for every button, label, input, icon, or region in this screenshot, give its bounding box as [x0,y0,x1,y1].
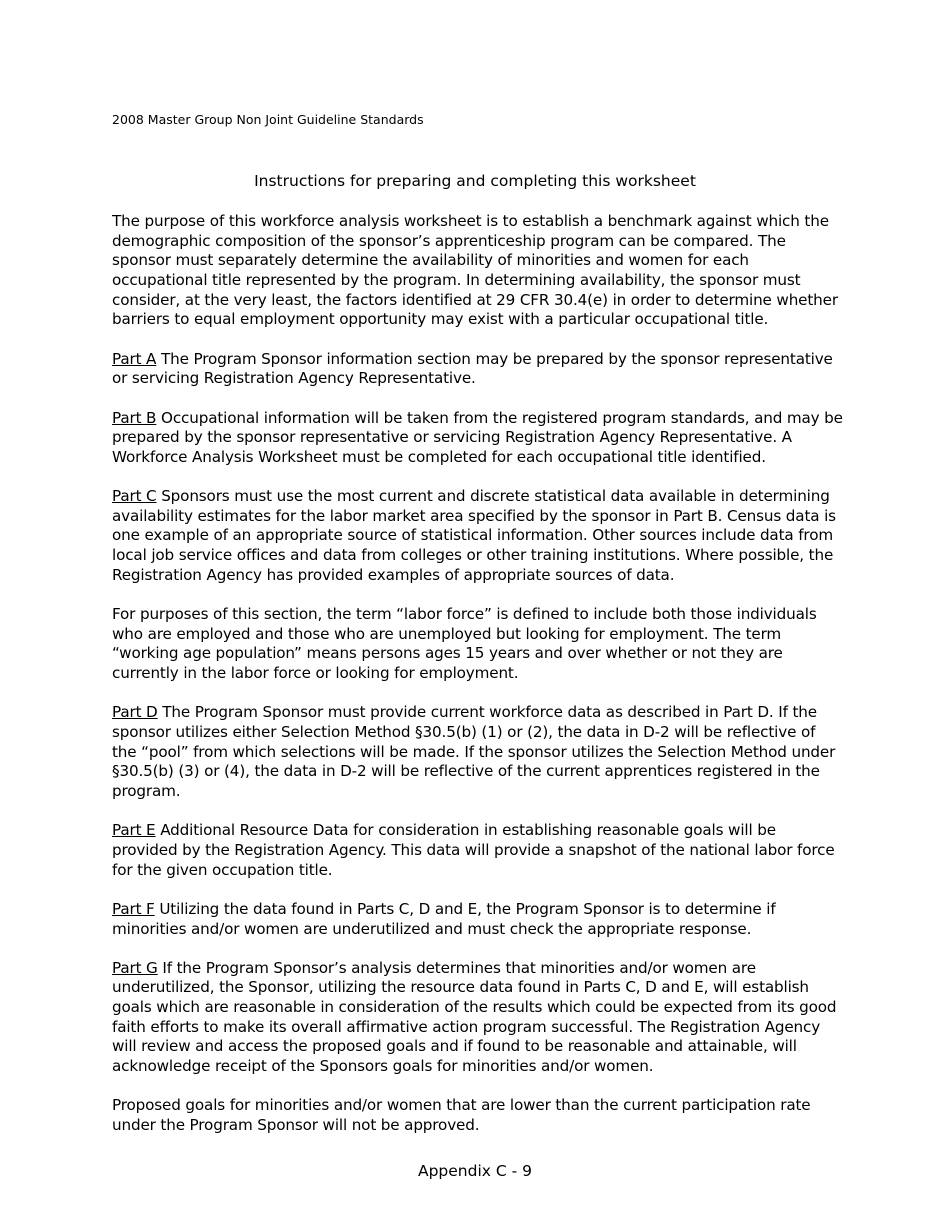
part-a-text: The Program Sponsor information section may be prepared by the sponsor representative or servicing Registration Agency Representative. [112,349,833,388]
part-g-paragraph [112,959,844,1077]
part-f-paragraph [112,900,844,939]
part-d-paragraph [112,703,844,801]
part-g-text: If the Program Sponsor’s analysis determines that minorities and/or women are underutilized, the Sponsor, utilizing the resource data found in Parts C, D and E, will establish goals which are reasonable in consideration of the results which could be expected from its good faith efforts to make its overall affirmative action program successful. The Registration Agency will review and access the proposed goals and if found to be reasonable and attainable, will acknowledge receipt of the Sponsors goals for minorities and/or women. [112,958,837,1076]
part-b-label: Part B [112,408,157,427]
page-title: Instructions for preparing and completing this worksheet [254,172,696,190]
part-c-label: Part C [112,487,157,506]
part-b-text: Occupational information will be taken from the registered program standards, and may be prepared by the sponsor representative or servicing Registration Agency Representative. A Workforce Analysis Worksheet must be completed for each occupational title identified. [112,408,843,466]
part-f-label: Part F [112,899,155,918]
proposed-goals-paragraph: Proposed goals for minorities and/or women that are lower than the current participation rate under the Program Sponsor will not be approved. [112,1096,811,1135]
document-body [112,212,844,1155]
part-c-paragraph [112,487,844,585]
part-b-paragraph [112,409,844,468]
part-d-text: The Program Sponsor must provide current workforce data as described in Part D. If the sponsor utilizes either Selection Method §30.5(b) (1) or (2), the data in D-2 will be reflective of the “pool” from which selections will be made. If the sponsor utilizes the Selection Method under §30.5(b) (3) or (4), the data in D-2 will be reflective of the current apprentices registered in the program. [112,703,836,800]
page-footer: Appendix C - 9 [417,1162,533,1180]
labor-force-paragraph: For purposes of this section, the term “labor force” is defined to include both those individuals who are employed and those who are unemployed but looking for employment. The term “working age population” means persons ages 15 years and over whether or not they are currently in the labor force or looking for employment. [112,605,817,683]
part-e-paragraph [112,821,844,880]
part-f-text: Utilizing the data found in Parts C, D and E, the Program Sponsor is to determine if minorities and/or women are underutilized and must check the appropriate response. [112,899,776,938]
page-header: 2008 Master Group Non Joint Guideline Standards [112,112,424,127]
part-e-text: Additional Resource Data for consideration in establishing reasonable goals will be provided by the Registration Agency. This data will provide a snapshot of the national labor force for the given occupation title. [112,821,835,879]
intro-paragraph: The purpose of this workforce analysis worksheet is to establish a benchmark against which the demographic composition of the sponsor’s apprenticeship program can be compared. The sponsor must separately determine the availability of minorities and women for each occupational title represented by the program. In determining availability, the sponsor must consider, at the very least, the factors identified at 29 CFR 30.4(e) in order to determine whether barriers to equal employment opportunity may exist with a particular occupational title. [112,212,838,329]
part-c-text: Sponsors must use the most current and discrete statistical data available in determining availability estimates for the labor market area specified by the sponsor in Part B. Census data is one example of an appropriate source of statistical information. Other sources include data from local job service offices and data from colleges or other training institutions. Where possible, the Registration Agency has provided examples of appropriate sources of data. [112,487,836,584]
part-g-label: Part G [112,958,158,977]
part-a-paragraph [112,350,844,389]
part-a-label: Part A [112,349,157,368]
part-e-label: Part E [112,821,156,840]
part-d-label: Part D [112,703,158,722]
